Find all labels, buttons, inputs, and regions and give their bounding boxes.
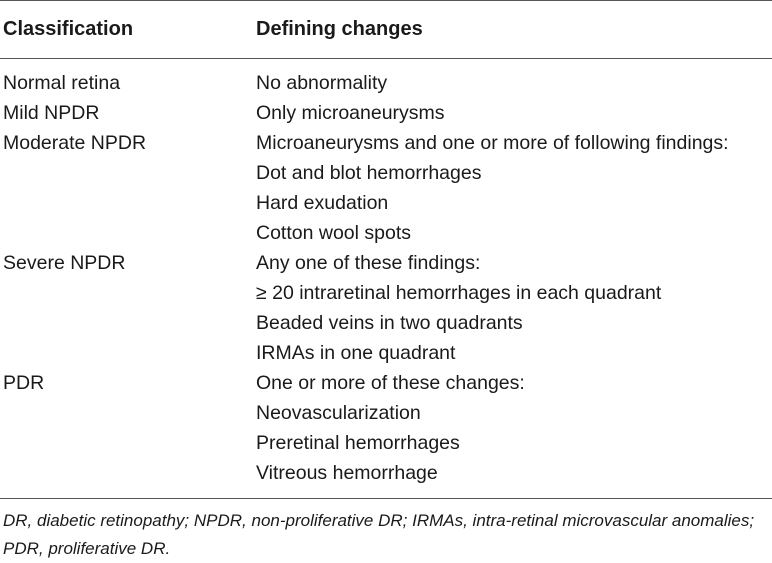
row-change: Vitreous hemorrhage	[256, 462, 438, 484]
row-change: Only microaneurysms	[256, 102, 445, 124]
table-row	[0, 308, 772, 338]
table-row	[0, 428, 772, 458]
table-row	[0, 158, 772, 188]
row-change: Neovascularization	[256, 402, 421, 424]
header-classification: Classification	[3, 18, 134, 40]
row-change: ≥ 20 intraretinal hemorrhages in each quadrant	[256, 282, 662, 304]
table-row	[0, 278, 772, 308]
row-change: Preretinal hemorrhages	[256, 432, 460, 454]
row-change: No abnormality	[256, 72, 388, 94]
row-change: Microaneurysms and one or more of following findings:	[256, 132, 729, 154]
table-row	[0, 188, 772, 218]
row-change: Beaded veins in two quadrants	[256, 312, 523, 334]
table-row	[0, 128, 772, 158]
row-classification: Moderate NPDR	[3, 132, 147, 154]
row-change: Hard exudation	[256, 192, 389, 214]
bottom-rule	[0, 498, 772, 499]
table-row	[0, 68, 772, 98]
row-classification: Normal retina	[3, 72, 121, 94]
row-classification: Mild NPDR	[3, 102, 100, 124]
header-rule	[0, 58, 772, 59]
row-change: One or more of these changes:	[256, 372, 525, 394]
table-row	[0, 338, 772, 368]
table-row	[0, 218, 772, 248]
row-change: Dot and blot hemorrhages	[256, 162, 482, 184]
row-change: Cotton wool spots	[256, 222, 412, 244]
table-row	[0, 248, 772, 278]
table-footnote: DR, diabetic retinopathy; NPDR, non-proliferative DR; IRMAs, intra-retinal microvascular anomalies; PDR, proliferative DR.	[3, 511, 755, 558]
top-rule	[0, 0, 772, 1]
table-row	[0, 458, 772, 488]
header-defining-changes: Defining changes	[256, 18, 423, 40]
table-row	[0, 398, 772, 428]
table-body	[0, 68, 772, 488]
table-header	[0, 14, 772, 44]
row-change: Any one of these findings:	[256, 252, 481, 274]
row-change: IRMAs in one quadrant	[256, 342, 456, 364]
row-classification: PDR	[3, 372, 45, 394]
row-classification: Severe NPDR	[3, 252, 126, 274]
table-row	[0, 368, 772, 398]
table-row	[0, 98, 772, 128]
